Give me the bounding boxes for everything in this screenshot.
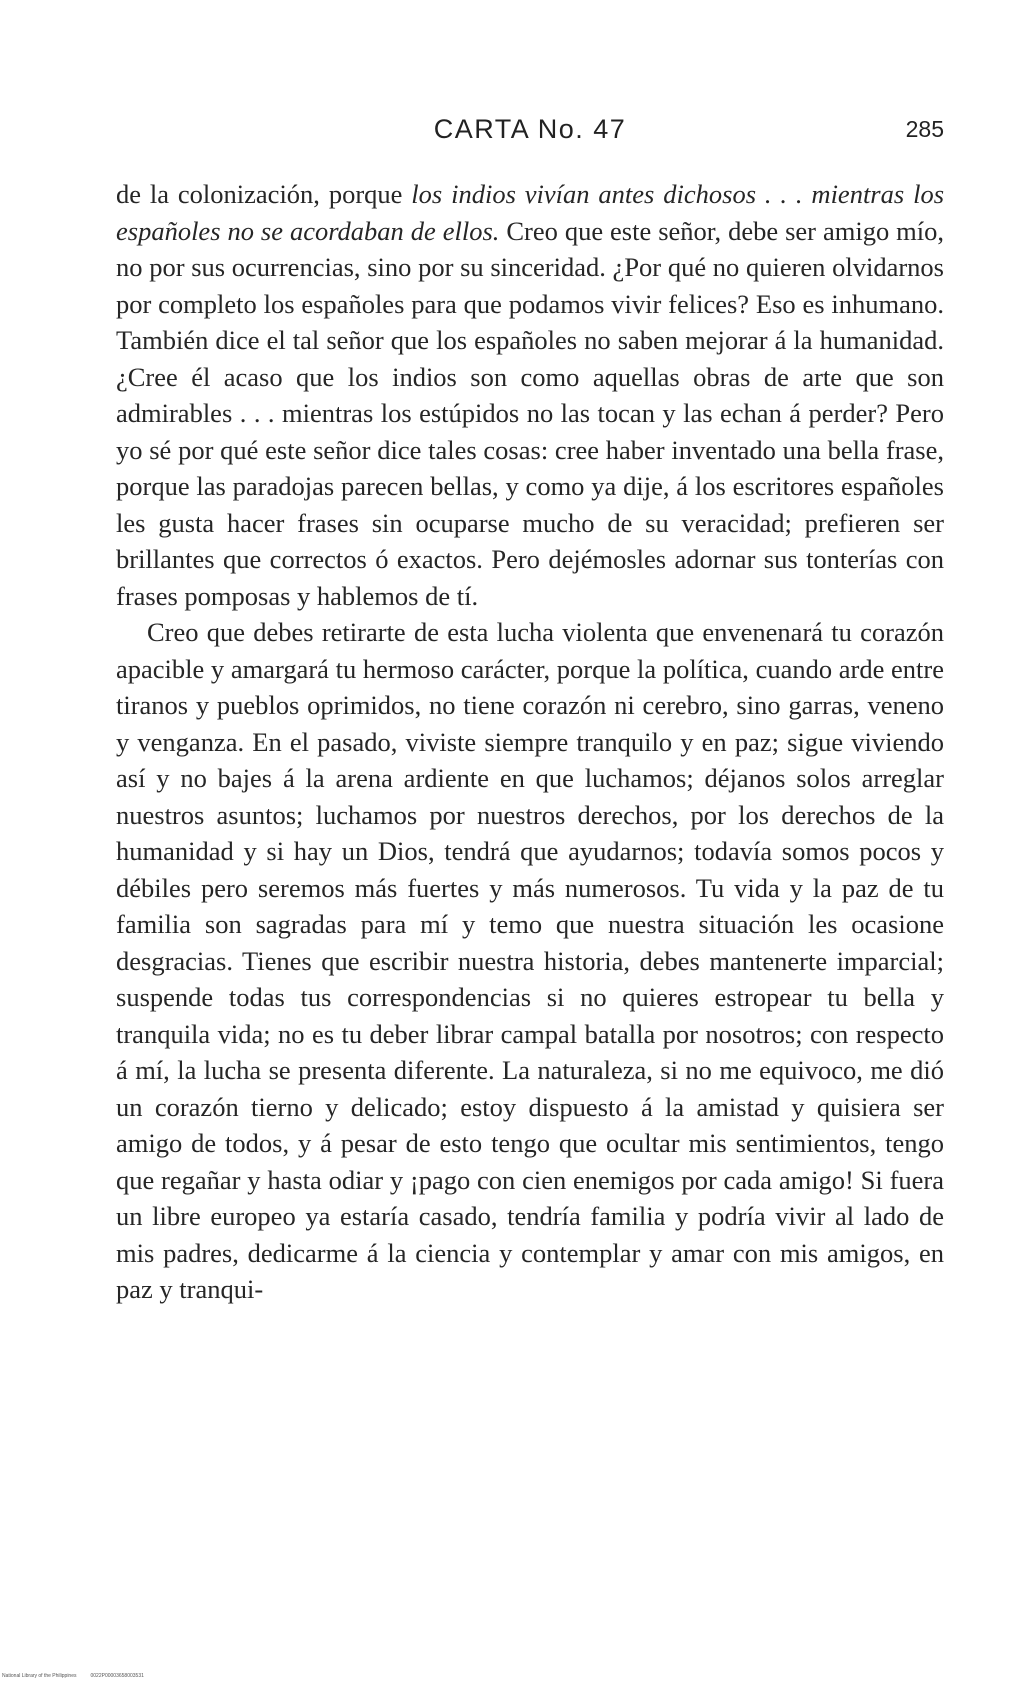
running-head [116, 114, 944, 154]
paragraph-1 [116, 176, 944, 614]
running-title: CARTA No. 47 [433, 114, 627, 144]
scan-credit [2, 1673, 158, 1679]
page-number: 285 [905, 116, 944, 142]
catalog-id: 0022P00003658003531 [90, 1673, 144, 1679]
library-credit: National Library of the Philippines [2, 1673, 77, 1679]
paragraph-1-text-a: de la colonización, porque [116, 179, 412, 209]
paragraph-1-italic-quote: los indios vivían antes dichosos . . . mientras los españoles no se acordaban de ellos. [116, 179, 945, 246]
paragraph-1-text-b: Creo que este señor, debe ser amigo mío, no por sus ocurrencias, sino por su sinceridad. ¿Por qué no quieren olvidarnos por completo los españoles para que podamos vivir felices? Eso es inhumano. También dice el tal señor que los españoles no saben mejorar á la humanidad. ¿Cree él acaso que los indios son como aquellas obras de arte que son admirables . . . mientras los estúpidos no las tocan y las echan á perder? Pero yo sé por qué este señor dice tales cosas: cree haber inventado una bella frase, porque las paradojas parecen bellas, y como ya dije, á los escritores españoles les gusta hacer frases sin ocuparse mucho de su veracidad; prefieren ser brillantes que correctos ó exactos. Pero dejémosles adornar sus tonterías con frases pomposas y hablemos de tí. [116, 215, 944, 611]
body-text [116, 176, 944, 1308]
paragraph-2: Creo que debes retirarte de esta lucha violenta que envenenará tu corazón apacible y amargará tu hermoso carácter, porque la política, cuando arde entre tiranos y pueblos oprimidos, no tiene corazón ni cerebro, sino garras, veneno y venganza. En el pasado, viviste siempre tranquilo y en paz; sigue viviendo así y no bajes á la arena ardiente en que luchamos; déjanos solos arreglar nuestros asuntos; luchamos por nuestros derechos, por los derechos de la humanidad y si hay un Dios, tendrá que ayudarnos; todavía somos pocos y débiles pero seremos más fuertes y más numerosos. Tu vida y la paz de tu familia son sagradas para mí y temo que nuestra situación les ocasione desgracias. Tienes que escribir nuestra historia, debes mantenerte imparcial; suspende todas tus correspondencias si no quieres estropear tu bella y tranquila vida; no es tu deber librar campal batalla por nosotros; con respecto á mí, la lucha se presenta diferente. La naturaleza, si no me equivoco, me dió un corazón tierno y delicado; estoy dispuesto á la amistad y quisiera ser amigo de todos, y á pesar de esto tengo que ocultar mis sentimientos, tengo que regañar y hasta odiar y ¡pago con cien enemigos por cada amigo! Si fuera un libre europeo ya estaría casado, tendría familia y podría vivir al lado de mis padres, dedicarme á la ciencia y contemplar y amar con mis amigos, en paz y tranqui- [116, 617, 944, 1304]
